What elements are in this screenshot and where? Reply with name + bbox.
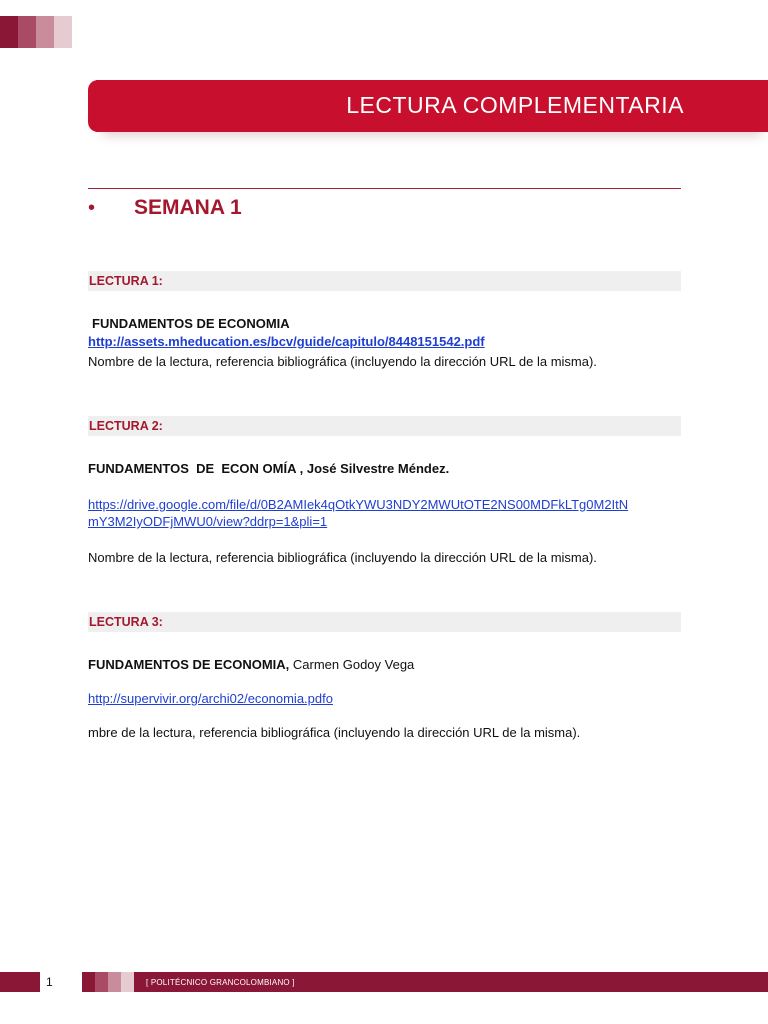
- decor-square: [0, 16, 18, 48]
- footer-bar: [134, 972, 768, 992]
- footer-decoration: [82, 972, 134, 992]
- section-title: SEMANA 1: [134, 196, 242, 219]
- footer-block: [0, 972, 40, 992]
- lectura-3-note: mbre de la lectura, referencia bibliográfica (incluyendo la dirección URL de la misma).: [88, 725, 581, 740]
- lectura-3-link[interactable]: http://supervivir.org/archi02/economia.pdfo: [88, 691, 333, 706]
- decor-square: [108, 972, 121, 992]
- lectura-1-link[interactable]: http://assets.mheducation.es/bcv/guide/capitulo/8448151542.pdf: [88, 334, 485, 349]
- decor-square: [82, 972, 95, 992]
- decor-square: [54, 16, 72, 48]
- page-title: LECTURA COMPLEMENTARIA: [346, 92, 684, 118]
- page-number: 1: [46, 975, 53, 989]
- lectura-3-label: LECTURA 3:: [89, 615, 163, 629]
- bullet-icon: •: [88, 196, 96, 219]
- lectura-1-header: [88, 271, 681, 291]
- footer-brand: [ POLITÉCNICO GRANCOLOMBIANO ]: [146, 977, 295, 987]
- decor-square: [121, 972, 134, 992]
- section-heading: [88, 196, 242, 220]
- lectura-3-title: FUNDAMENTOS DE ECONOMIA,: [88, 657, 290, 672]
- decor-square: [36, 16, 54, 48]
- decor-square: [95, 972, 108, 992]
- lectura-2-link-line1[interactable]: https://drive.google.com/file/d/0B2AMIek4qOtkYWU3NDY2MWUtOTE2NS00MDFkLTg0M2ItN: [88, 497, 629, 512]
- lectura-2-link-line2[interactable]: mY3M2IyODFjMWU0/view?ddrp=1&pli=1: [88, 514, 328, 529]
- lectura-2-note: Nombre de la lectura, referencia bibliográfica (incluyendo la dirección URL de la misma).: [88, 550, 597, 565]
- lectura-2-label: LECTURA 2:: [89, 419, 163, 433]
- lectura-3-author: Carmen Godoy Vega: [289, 657, 415, 672]
- lectura-1-label: LECTURA 1:: [89, 274, 163, 288]
- section-divider: [88, 188, 681, 189]
- lectura-2-title: FUNDAMENTOS DE ECON OMÍA , José Silvestre Méndez.: [88, 461, 450, 476]
- lectura-2-link[interactable]: [88, 496, 688, 530]
- lectura-2-header: [88, 416, 681, 436]
- corner-decoration: [0, 16, 72, 48]
- lectura-3-header: [88, 612, 681, 632]
- lectura-3-title-line: [88, 656, 688, 673]
- lectura-1-note: Nombre de la lectura, referencia bibliográfica (incluyendo la dirección URL de la misma).: [88, 354, 597, 369]
- decor-square: [18, 16, 36, 48]
- lectura-1-title: FUNDAMENTOS DE ECONOMIA: [92, 316, 290, 331]
